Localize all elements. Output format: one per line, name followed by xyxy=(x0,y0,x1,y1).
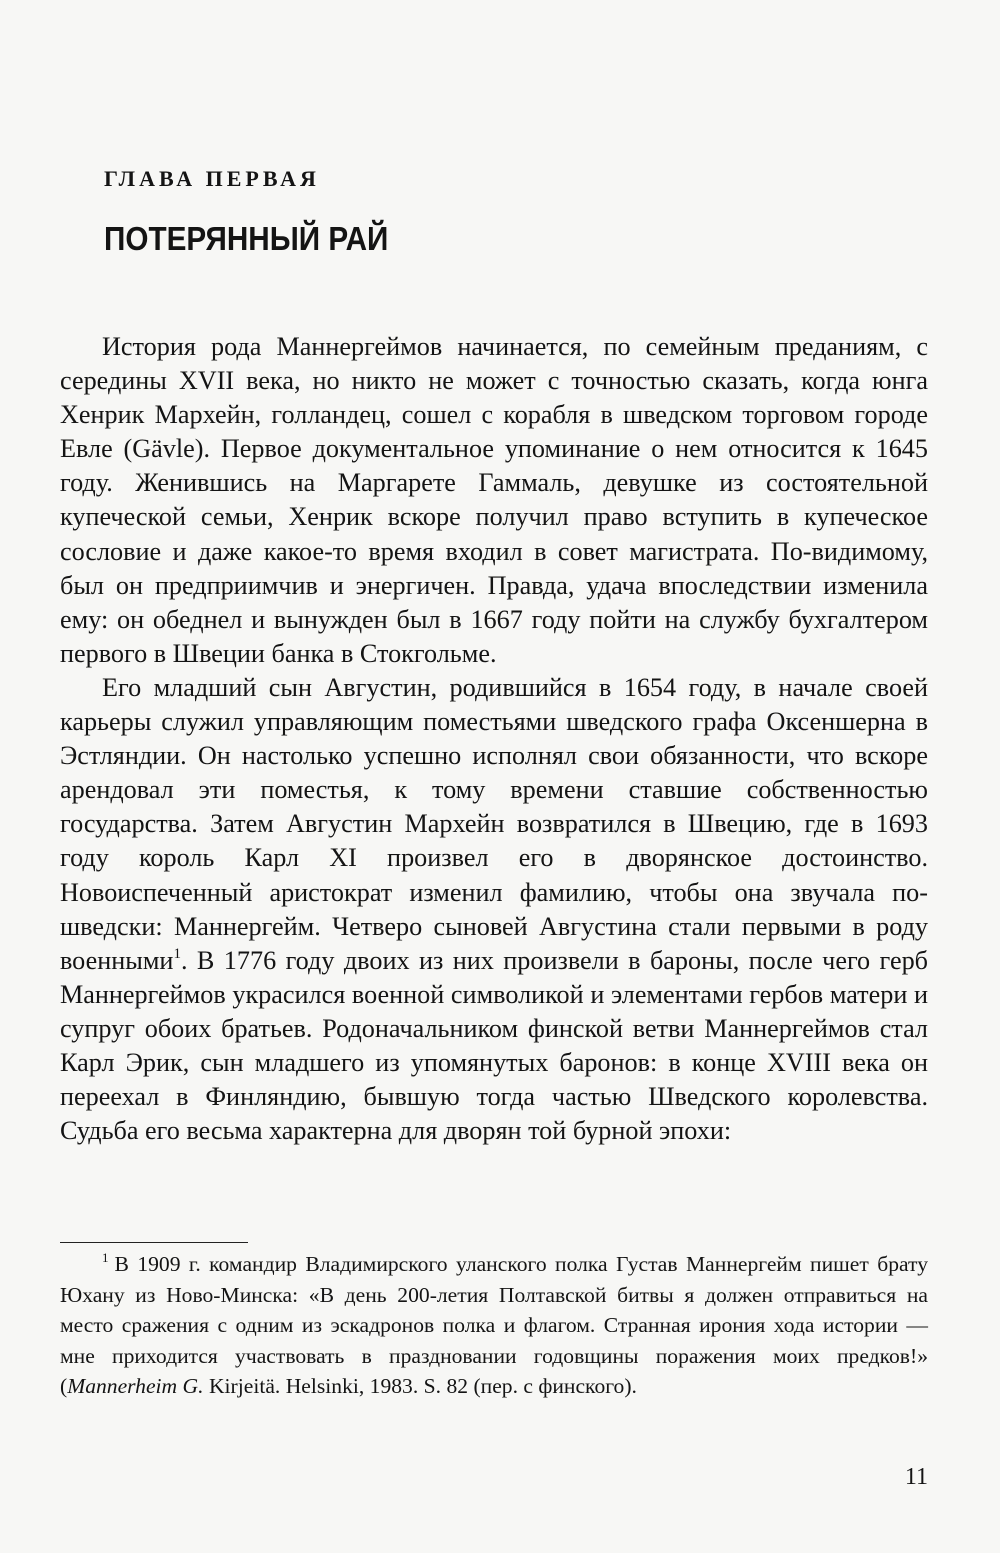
body-text xyxy=(60,330,928,1148)
footnote-number: 1 xyxy=(102,1250,109,1265)
paragraph-2-text-before-ref: Его младший сын Августин, родившийся в 1654 году, в начале своей карьеры служил управляющим поместьями шведского графа Оксеншерна в Эстляндии. Он настолько успешно исполнял свои обязанности, что вскоре арендовал эти поместья, к тому времени ставшие собственностью государства. Затем Августин Мархейн возвратился в Швецию, где в 1693 году король Карл XI произвел его в дворянское достоинство. Новоиспеченный аристократ изменил фамилию, чтобы она звучала по-шведски: Маннергейм. Четверо сыновей Августина стали первыми в роду военными xyxy=(60,672,928,975)
footnote-paragraph xyxy=(60,1249,928,1402)
paragraph-2-text-after-ref: . В 1776 году двоих из них произвели в бароны, после чего герб Маннергеймов украсился военной символикой и элементами гербов матери и супруг обоих братьев. Родоначальником финской ветви Маннергеймов стал Карл Эрик, сын младшего из упомянутых баронов: в конце XVIII века он переехал в Финляндию, бывшую тогда частью Шведского королевства. Судьба его весьма характерна для дворян той бурной эпохи: xyxy=(60,945,928,1146)
chapter-label: ГЛАВА ПЕРВАЯ xyxy=(104,166,320,191)
chapter-title: ПОТЕРЯННЫЙ РАЙ xyxy=(104,220,389,257)
footnote-divider xyxy=(60,1242,248,1243)
page-number: 11 xyxy=(904,1464,928,1490)
footnote-reference[interactable]: 1 xyxy=(173,945,181,962)
footnote-citation-author: Mannerheim G. xyxy=(67,1374,204,1399)
paragraph-2 xyxy=(60,671,928,1148)
footnote-text-before-italic: В 1909 г. командир Владимирского уланского полка Густав Маннергейм пишет брату Юхану из Ново-Минска: «В день 200-летия Полтавской битвы я должен отправиться на место сражения с одним из эскадронов полка и флагом. Странная ирония хода истории — мне приходится участвовать в праздновании годовщины поражения моих предков!» ( xyxy=(60,1252,928,1399)
paragraph-1: История рода Маннергеймов начинается, по семейным преданиям, с середины XVII века, но никто не может с точностью сказать, когда юнга Хенрик Мархейн, голландец, сошел с корабля в шведском торговом городе Евле (Gävle). Первое документальное упоминание о нем относится к 1645 году. Женившись на Маргарете Гаммаль, девушке из состоятельной купеческой семьи, Хенрик вскоре получил право вступить в купеческое сословие и даже какое-то время входил в совет магистрата. По-видимому, был он предприимчив и энергичен. Правда, удача впоследствии изменила ему: он обеднел и вынужден был в 1667 году пойти на службу бухгалтером первого в Швеции банка в Стокгольме. xyxy=(60,332,928,668)
footnote-text-after-italic: Kirjeitä. Helsinki, 1983. S. 82 (пер. с финского). xyxy=(203,1374,637,1399)
footnote xyxy=(60,1249,928,1402)
